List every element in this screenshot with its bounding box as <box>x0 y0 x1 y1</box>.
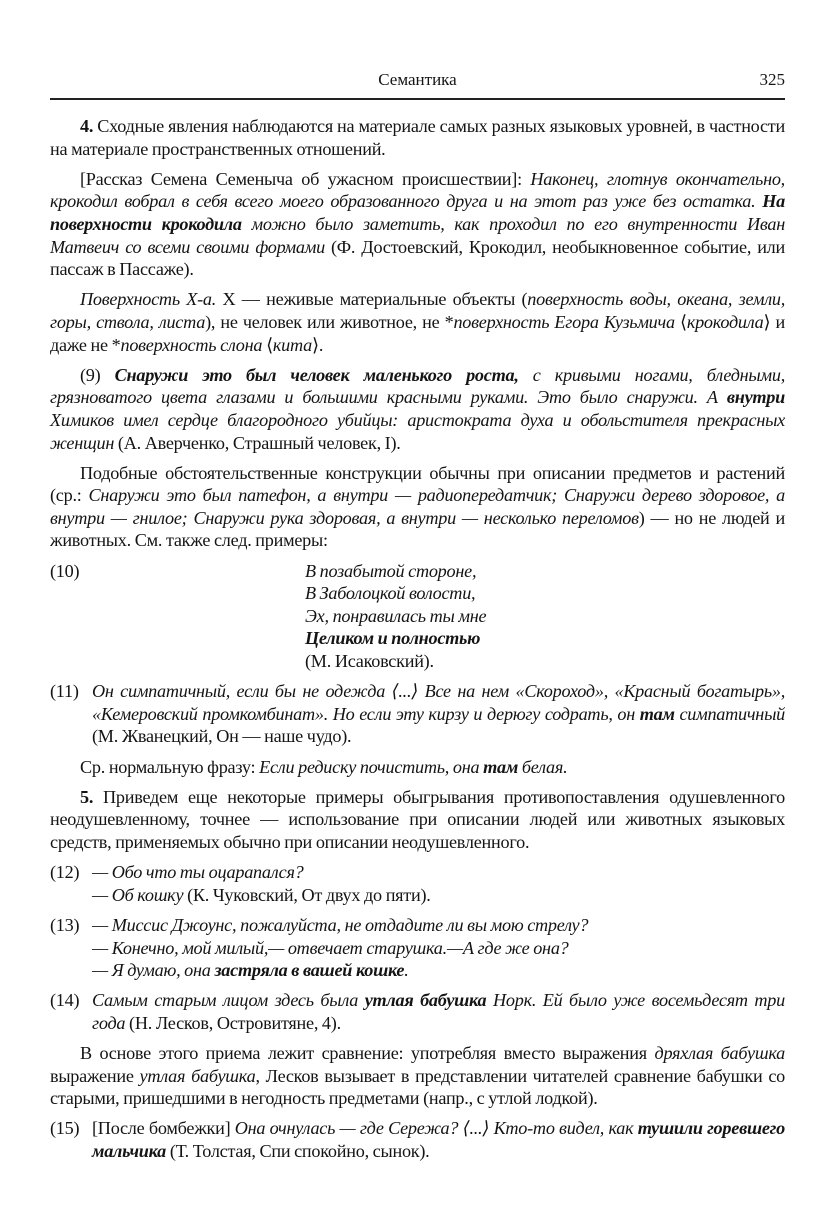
verse-line <box>305 650 785 673</box>
italic-text: Норк. Ей было уже восемьдесят три года <box>92 990 785 1033</box>
text-run: выражение <box>50 1065 140 1086</box>
italic-text: можно было заметить, как проходил по его внутренности Иван Матвеич со всеми своими формами <box>50 213 785 257</box>
italic-text: поверхность Егора Кузьмича <box>453 311 675 332</box>
paragraph <box>50 462 785 552</box>
italic-text: утлая бабушка <box>139 1065 256 1086</box>
text-run: Подобные обстоятельственные конструкции обычны при описании предметов и растений (ср.: <box>50 462 785 506</box>
emphasis-text: там <box>483 756 519 777</box>
italic-text: Снаружи это был патефон, а внутри — радиопередатчик; Снаружи дерево здоровое, а внутри — гнилое; Снаружи рука здоровая, а внутри — несколько переломов <box>50 485 785 528</box>
verse-line <box>305 627 785 650</box>
example-number: (10) <box>50 560 80 581</box>
example-number: (15) <box>50 1118 80 1139</box>
paragraph <box>50 364 785 454</box>
verse-line <box>305 582 785 605</box>
italic-text: белая. <box>518 756 568 777</box>
text-run: (Н. Лесков, Островитяне, 4). <box>125 1012 341 1033</box>
text-run: [Рассказ Семена Семеныча об ужасном происшествии]: <box>80 168 531 189</box>
text-run: Сходные явления наблюдаются на материале самых разных языковых уровней, в частности на материале пространственных отношений. <box>50 116 785 159</box>
example-lines <box>92 914 785 982</box>
text-run: ⟩ и даже не * <box>50 311 785 355</box>
example-number: (11) <box>50 681 79 702</box>
running-header <box>50 66 785 100</box>
text-run: ) — но не людей и животных. См. также след. примеры: <box>50 507 785 551</box>
text-run: В основе этого приема лежит сравнение: употребляя вместо выражения <box>80 1043 655 1064</box>
italic-text: — Об кошку <box>92 884 184 905</box>
text-run: (К. Чуковский, От двух до пяти). <box>183 884 431 905</box>
text-run: (А. Аверченко, Страшный человек, I). <box>114 432 401 453</box>
italic-text: дряхлая бабушка <box>654 1043 785 1064</box>
emphasis-text: 5. <box>80 786 94 807</box>
text-run: , Лесков вызывает в представлении читателей сравнение бабушки со старыми, пришедшими в негодность предметами (напр., с утлой лодкой). <box>50 1065 785 1109</box>
emphasis-text: внутри <box>726 387 785 408</box>
dialogue-line <box>92 861 785 884</box>
italic-text: В Заболоцкой волости, <box>305 583 476 604</box>
text-run: Ср. нормальную фразу: <box>80 756 260 777</box>
italic-text: — Обо что ты оцарапался? <box>92 862 304 883</box>
paragraph <box>50 786 785 854</box>
paragraph <box>50 1042 785 1110</box>
italic-text: — Я думаю, она <box>92 960 215 981</box>
emphasis-text: 4. <box>80 116 94 136</box>
emphasis-text: На поверхности крокодила <box>50 191 785 234</box>
italic-text: с кривыми ногами, бледными, грязноватого цвета глазами и большими красными руками. Это было снаружи. А <box>50 364 785 408</box>
text-run: [После бомбежки] <box>92 1118 235 1139</box>
verse-line <box>305 560 785 583</box>
italic-text: — Миссис Джоунс, пожалуйста, не отдадите ли вы мою стрелу? <box>92 914 589 935</box>
emphasis-text: утлая бабушка <box>364 990 487 1011</box>
text-run: ⟨ <box>674 311 687 332</box>
dialogue-line <box>92 937 785 960</box>
italic-text: Эх, понравилась ты мне <box>305 605 487 626</box>
page-number: 325 <box>759 70 785 89</box>
italic-text: Поверхность X-а. <box>80 289 217 310</box>
italic-text: симпатичный <box>674 703 785 724</box>
paragraph <box>50 288 785 356</box>
dialogue-line <box>92 959 785 982</box>
numbered-example <box>50 680 785 748</box>
dialogue-example <box>50 861 785 906</box>
poem-example <box>50 560 785 673</box>
example-lines <box>92 861 785 906</box>
emphasis-text: Целиком и полностью <box>305 628 481 649</box>
text-run: Приведем еще некоторые примеры обыгрывания противопоставления одушевленного неодушевленному, точнее — использование при описании людей или животных языковых средств, применяемых обычно при описании неодушевленного. <box>50 786 785 852</box>
running-title: Семантика <box>378 70 457 89</box>
dialogue-line <box>92 914 785 937</box>
dialogue-line <box>92 884 785 907</box>
italic-text: поверхность слона <box>120 334 263 355</box>
italic-text: В позабытой стороне, <box>305 560 477 581</box>
italic-text: . <box>404 960 409 981</box>
italic-text: — Конечно, мой милый,— отвечает старушка.—А где же она? <box>92 937 569 958</box>
paragraph <box>50 756 785 779</box>
verse-line <box>305 605 785 628</box>
paragraph <box>50 168 785 281</box>
page-body <box>50 115 785 1170</box>
text-run: (Ф. Достоевский, Крокодил, необыкновенное событие, или пассаж в Пассаже). <box>50 236 785 280</box>
dialogue-example <box>50 914 785 982</box>
text-run: ), не человек или животное, не * <box>205 311 454 332</box>
italic-text: Если редиску почистить, она <box>259 756 484 777</box>
italic-text: Наконец, глотнув окончательно, крокодил вобрал в себя всего моего образованного друга и на этот раз уже без остатка. <box>50 168 785 212</box>
example-lines <box>50 560 785 673</box>
numbered-example <box>50 989 785 1034</box>
italic-text: Он симпатичный, если бы не одежда ⟨...⟩ Все на нем «Скороход», «Красный богатырь», «Кемеровский промкомбинат». Но если эту кирзу и дерюгу содрать, он <box>92 681 785 724</box>
text-run: ⟩. <box>311 334 324 355</box>
numbered-example <box>50 1117 785 1162</box>
text-run: (М. Жванецкий, Он — наше чудо). <box>92 726 352 747</box>
text-run: (Т. Толстая, Спи спокойно, сынок). <box>166 1141 430 1162</box>
text-run: X — неживые материальные объекты ( <box>216 289 528 310</box>
italic-text: кита <box>272 334 312 355</box>
example-number: (13) <box>50 914 80 935</box>
emphasis-text: Снаружи это был человек маленького роста, <box>114 364 519 385</box>
emphasis-text: тушили горевшего мальчика <box>92 1118 785 1162</box>
text-run: (9) <box>80 364 115 385</box>
paragraph <box>50 115 785 160</box>
italic-text: Она очнулась — где Сережа? ⟨...⟩ Кто-то видел, как <box>234 1118 638 1139</box>
italic-text: Самым старым лицом здесь была <box>92 990 365 1011</box>
italic-text: крокодила <box>686 311 764 332</box>
emphasis-text: застряла в вашей кошке <box>214 960 405 981</box>
emphasis-text: там <box>639 703 675 724</box>
italic-text: Химиков имел сердце благородного убийцы: аристократа духа и обольстителя прекрасных женщин <box>50 409 785 453</box>
text-run: ⟨ <box>262 334 273 355</box>
example-number: (12) <box>50 862 80 883</box>
example-number: (14) <box>50 990 80 1011</box>
italic-text: поверхность воды, океана, земли, горы, ствола, листа <box>50 289 786 332</box>
text-run: (М. Исаковский). <box>305 651 434 672</box>
